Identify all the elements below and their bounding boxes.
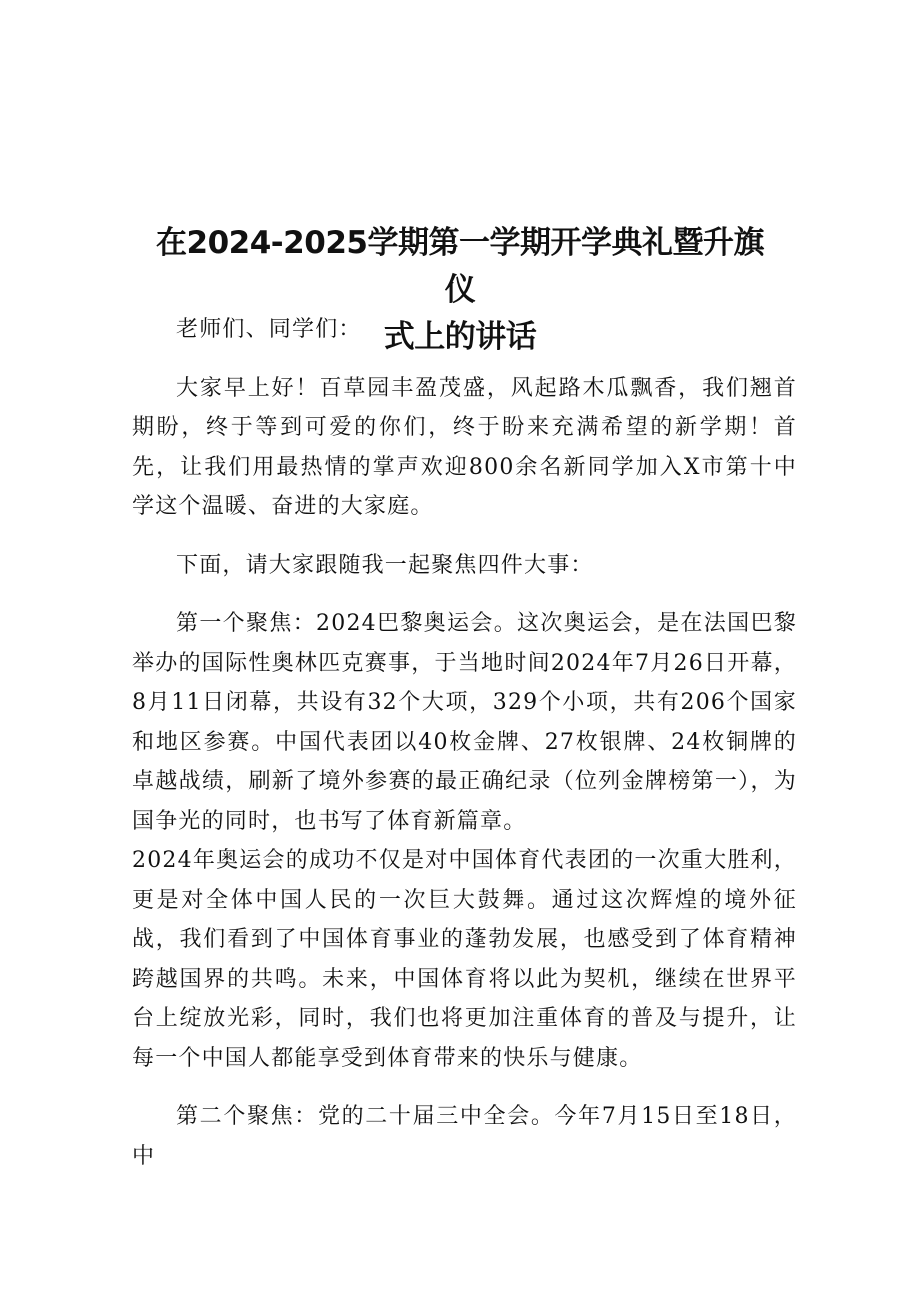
paragraph-focus-2: 第二个聚焦：党的二十届三中全会。今年7月15日至18日，中 [132,1104,797,1169]
paragraph-focus-1: 第一个聚焦：2024巴黎奥运会。这次奥运会，是在法国巴黎举办的国际性奥林匹克赛事，于当地时间2024年7月26日开幕，8月11日闭幕，共设有32个大项，329个小项，共有206个国家和地区参赛。中国代表团以40枚金牌、27枚银牌、24枚铜牌的卓越战绩，刷新了境外参赛的最正确纪录（位列金牌榜第一），为国争光的同时，也书写了体育新篇章。 [132,611,797,834]
document-body [132,310,797,1176]
salutation: 老师们、同学们： [176,317,362,342]
paragraph-intro: 下面，请大家跟随我一起聚焦四件大事： [176,552,594,578]
title-line-2: 式上的讲话 [383,319,537,355]
paragraph-greeting: 大家早上好！百草园丰盈茂盛，风起路木瓜飘香，我们翘首期盼，终于等到可爱的你们，终于盼来充满希望的新学期！首先，让我们用最热情的掌声欢迎800余名新同学加入X市第十中学这个温暖、奋进的大家庭。 [132,375,797,519]
title-line-1: 在2024-2025学期第一学期开学典礼暨升旗仪 [156,225,764,308]
paragraph-olympics-summary: 2024年奥运会的成功不仅是对中国体育代表团的一次重大胜利，更是对全体中国人民的一次巨大鼓舞。通过这次辉煌的境外征战，我们看到了中国体育事业的蓬勃发展，也感受到了体育精神跨越国界的共鸣。未来，中国体育将以此为契机，继续在世界平台上绽放光彩，同时，我们也将更加注重体育的普及与提升，让每一个中国人都能享受到体育带来的快乐与健康。 [132,848,797,1071]
